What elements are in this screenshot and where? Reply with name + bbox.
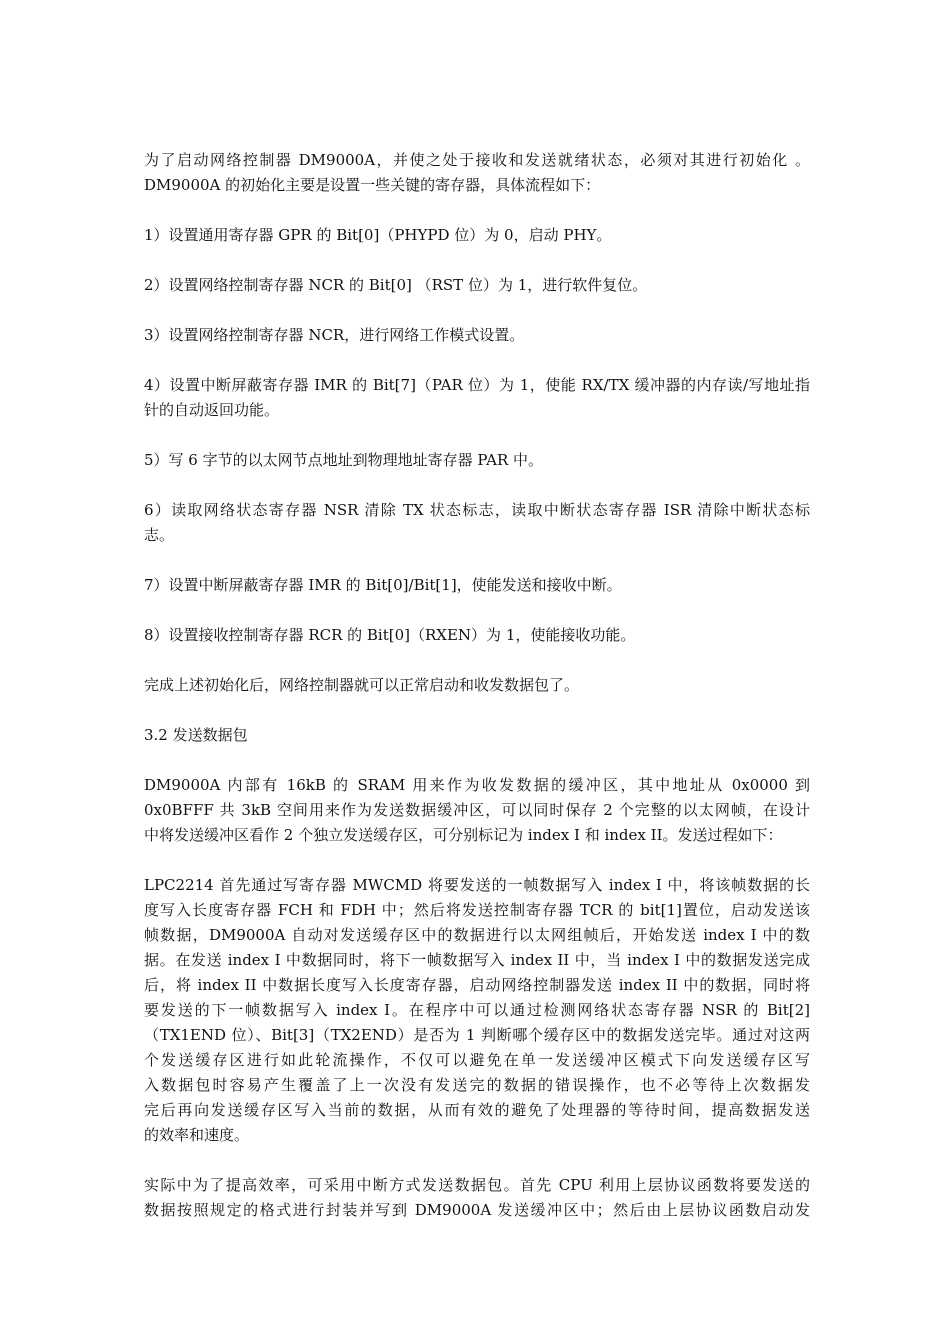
text-line: DM9000A 的初始化主要是设置一些关键的寄存器，具体流程如下： bbox=[144, 176, 601, 194]
step-8 bbox=[144, 623, 810, 648]
text-line: DM9000A 内部有 16kB 的 SRAM 用来作为收发数据的缓冲区，其中地址从 0x0000 到 bbox=[144, 776, 810, 794]
step-7 bbox=[144, 573, 810, 598]
text-line: 5）写 6 字节的以太网节点地址到物理地址寄存器 PAR 中。 bbox=[144, 451, 544, 469]
text-line: 3.2 发送数据包 bbox=[144, 726, 248, 744]
text-line: LPC2214 首先通过写寄存器 MWCMD 将要发送的一帧数据写入 index I 中，将该帧数据的长 bbox=[144, 876, 810, 894]
text-line: 帧数据，DM9000A 自动对发送缓存区中的数据进行以太网组帧后，开始发送 index I 中的数 bbox=[144, 926, 810, 944]
step-6 bbox=[144, 498, 810, 548]
text-line: 据。在发送 index I 中数据同时，将下一帧数据写入 index II 中，当 index I 中的数据发送完成 bbox=[144, 951, 810, 969]
intro-paragraph bbox=[144, 148, 810, 198]
text-line: 完成上述初始化后，网络控制器就可以正常启动和收发数据包了。 bbox=[144, 676, 580, 694]
text-line: 的效率和速度。 bbox=[144, 1126, 250, 1144]
text-line: 数据按照规定的格式进行封装并写到 DM9000A 发送缓冲区中；然后由上层协议函数启动发 bbox=[144, 1201, 810, 1219]
text-line: 6）读取网络状态寄存器 NSR 清除 TX 状态标志，读取中断状态寄存器 ISR 清除中断状态标 bbox=[144, 501, 810, 519]
text-line: 0x0BFFF 共 3kB 空间用来作为发送数据缓冲区，可以同时保存 2 个完整的以太网帧，在设计 bbox=[144, 801, 810, 819]
text-line: 度写入长度寄存器 FCH 和 FDH 中；然后将发送控制寄存器 TCR 的 bit[1]置位，启动发送该 bbox=[144, 901, 810, 919]
text-line: 8）设置接收控制寄存器 RCR 的 Bit[0]（RXEN）为 1，使能接收功能。 bbox=[144, 626, 636, 644]
text-line: 实际中为了提高效率，可采用中断方式发送数据包。首先 CPU 利用上层协议函数将要发送的 bbox=[144, 1176, 810, 1194]
text-line: 为了启动网络控制器 DM9000A，并使之处于接收和发送就绪状态，必须对其进行初始化 。 bbox=[144, 151, 810, 169]
text-line: 完后再向发送缓存区写入当前的数据，从而有效的避免了处理器的等待时间，提高数据发送 bbox=[144, 1101, 810, 1119]
interrupt-send-paragraph bbox=[144, 1173, 810, 1223]
text-line: 1）设置通用寄存器 GPR 的 Bit[0]（PHYPD 位）为 0，启动 PHY。 bbox=[144, 226, 612, 244]
step-5 bbox=[144, 448, 810, 473]
text-line: 志。 bbox=[144, 526, 175, 544]
text-line: 针的自动返回功能。 bbox=[144, 401, 280, 419]
text-line: 后，将 index II 中数据长度写入长度寄存器，启动网络控制器发送 index II 中的数据，同时将 bbox=[144, 976, 810, 994]
text-line: 2）设置网络控制寄存器 NCR 的 Bit[0] （RST 位）为 1，进行软件复位。 bbox=[144, 276, 648, 294]
section-heading-3-2 bbox=[144, 723, 810, 748]
init-conclusion bbox=[144, 673, 810, 698]
text-line: 入数据包时容易产生覆盖了上一次没有发送完的数据的错误操作，也不必等待上次数据发 bbox=[144, 1076, 810, 1094]
sram-buffer-paragraph bbox=[144, 773, 810, 848]
text-line: 7）设置中断屏蔽寄存器 IMR 的 Bit[0]/Bit[1]，使能发送和接收中断。 bbox=[144, 576, 622, 594]
step-3 bbox=[144, 323, 810, 348]
text-line: 3）设置网络控制寄存器 NCR，进行网络工作模式设置。 bbox=[144, 326, 525, 344]
step-4 bbox=[144, 373, 810, 423]
text-line: 中将发送缓冲区看作 2 个独立发送缓存区，可分别标记为 index I 和 index II。发送过程如下： bbox=[144, 826, 783, 844]
text-line: 要发送的下一帧数据写入 index I。在程序中可以通过检测网络状态寄存器 NSR 的 Bit[2] bbox=[144, 1001, 810, 1019]
text-line: 4）设置中断屏蔽寄存器 IMR 的 Bit[7]（PAR 位）为 1，使能 RX/TX 缓冲器的内存读/写地址指 bbox=[144, 376, 810, 394]
step-1 bbox=[144, 223, 810, 248]
send-process-paragraph bbox=[144, 873, 810, 1148]
step-2 bbox=[144, 273, 810, 298]
text-line: 个发送缓存区进行如此轮流操作，不仅可以避免在单一发送缓冲区模式下向发送缓存区写 bbox=[144, 1051, 810, 1069]
text-line: （TX1END 位）、Bit[3]（TX2END）是否为 1 判断哪个缓存区中的数据发送完毕。通过对这两 bbox=[144, 1026, 810, 1044]
document-page bbox=[144, 148, 810, 1248]
